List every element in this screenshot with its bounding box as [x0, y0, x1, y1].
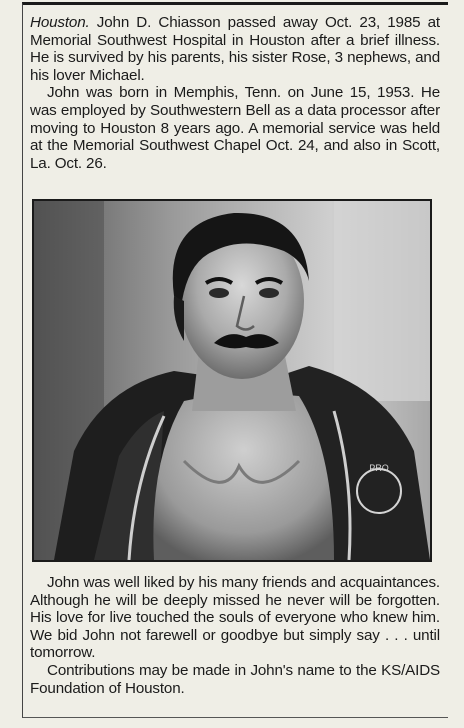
obituary-paragraph-3: John was well liked by his many friends and acquaintances. Although he will be deeply missed he never will be forgotten. His love for live touched the souls of everyone who knew him. We bid John not farewell or goodbye but simply say . . . until tomorrow. [30, 574, 440, 662]
jacket-patch-text: PRO [369, 463, 389, 473]
dateline-place: Houston. [30, 14, 90, 31]
obituary-paragraph-4: Contributions may be made in John's name to the KS/AIDS Foundation of Houston. [30, 661, 440, 697]
portrait-photo [32, 199, 432, 562]
obituary-bottom-text [30, 574, 440, 697]
obituary-paragraph-1 [30, 14, 440, 84]
paragraph-1-body: John D. Chiasson passed away Oct. 23, 1985 at Memorial Southwest Hospital in Houston after a brief illness. He is survived by his parents, his sister Rose, 3 nephews, and his lover Michael. [30, 14, 440, 84]
obituary-top-text [30, 14, 440, 172]
obituary-paragraph-2: John was born in Memphis, Tenn. on June 15, 1953. He was employed by Southwestern Bell as a data processor after moving to Houston 8 years ago. A memorial service was held at the Memorial Southwest Chapel Oct. 24, and also in Scott, La. Oct. 26. [30, 84, 440, 172]
